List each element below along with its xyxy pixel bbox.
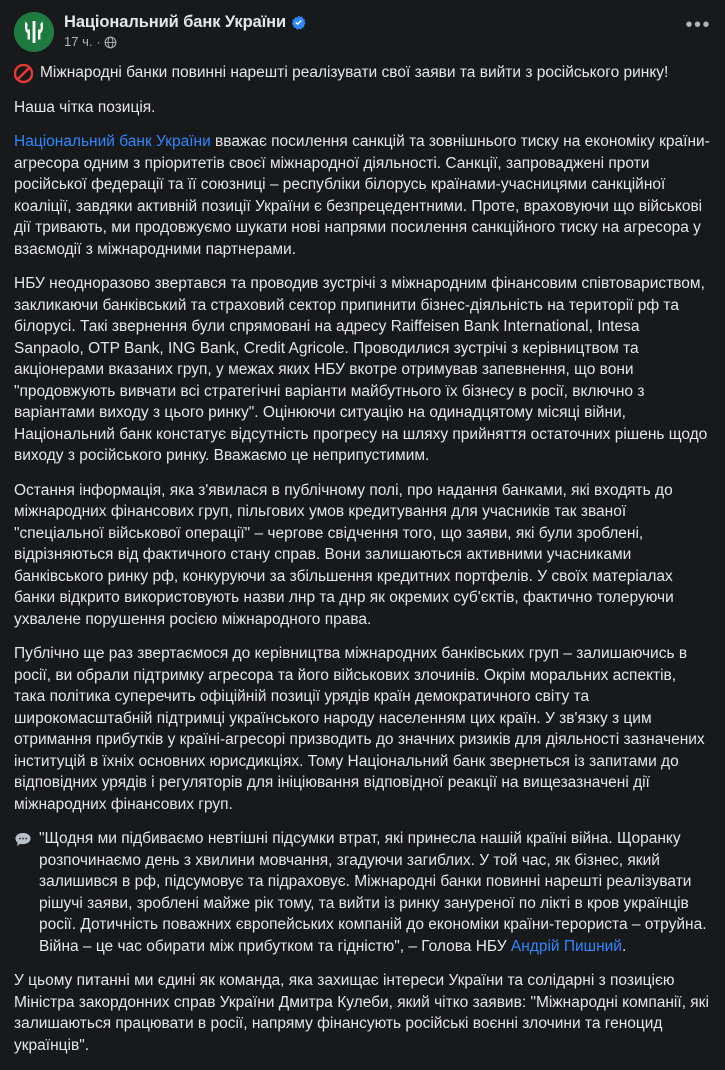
no-entry-icon xyxy=(14,64,33,83)
post-paragraph-5: Остання інформація, яка з'явилася в публічному полі, про надання банками, які входять до міжнародних фінансових груп, пільгових умов кредитування для учасників так званої "спеціальної військової операції" – чергове свідчення того, що заяви, які були зроблені, відрізняються від фактичного стану справ. Вони залишаються активними учасниками банківського ринку рф, конкуруючи за збільшення кредитних портфелів. У своїх матеріалах банки відкрито використовують назви лнр та днр як окремих суб'єктів, фактично толеруючи ухвалене порушення росією міжнародного права. xyxy=(14,481,674,628)
post-paragraph-7-text xyxy=(39,828,711,957)
post-paragraph-7 xyxy=(14,828,711,957)
post-header xyxy=(14,10,711,58)
author-name[interactable]: Національний банк України xyxy=(64,13,287,31)
verified-badge-icon xyxy=(291,15,306,30)
meta-separator: · xyxy=(96,35,101,49)
post-paragraph-1-text: Міжнародні банки повинні нарешті реалізувати свої заяви та вийти з російського ринку! xyxy=(40,64,669,81)
post-meta xyxy=(64,34,711,50)
post-paragraph-6: Публічно ще раз звертаємося до керівництва міжнародних банківських груп – залишаючись в росії, ви обрали підтримку агресора та його військових злочинів. Окрім моральних аспектів, така політика суперечить офіційній позиції урядів країн демократичного світу та широкомасштабній підтримці українського народу населенням цих країн. У зв'язку з цим отримання прибутків у країні-агресорі призводить до значних ризиків для діяльності зазначених інституцій в їхніх основних юрисдикціях. Тому Національний банк звернеться із запитами до відповідних урядів і регуляторів для ініціювання відповідної реакції на вищезазначені дії міжнародних фінансових груп. xyxy=(14,645,705,813)
globe-icon[interactable] xyxy=(104,36,117,49)
quote-end: . xyxy=(621,937,627,955)
author-row xyxy=(64,13,711,36)
post-paragraph-1 xyxy=(14,62,711,84)
trident-logo-icon xyxy=(14,12,54,52)
governor-link[interactable]: Андрій Пишний xyxy=(510,937,622,955)
nbu-link[interactable]: Національний банк України xyxy=(14,133,211,150)
post-paragraph-4: НБУ неодноразово звертався та проводив зустрічі з міжнародним фінансовим співтовариством, закликаючи банківський та страховий сектор припинити бізнес-діяльність на території рф та білорусі. Такі звернення були спрямовані на адресу Raiffeisen Bank International, Intesa Sanpaolo, OTP Bank, ING Bank, Credit Agricole. Проводилися зустрічі з керівництвом та акціонерами вказаних груп, у межах яких НБУ вкотре отримував запевнення, що вони "продовжують вивчати всі стратегічні варіанти майбутнього їх бізнесу в росії, включно з варіантами виходу з цього ринку". Оцінюючи ситуацію на одинадцятому місяці війни, Національний банк констатує відсутність прогресу на шляху прийняття остаточних рішень щодо виходу з російського ринку. Вважаємо це неприпустимим. xyxy=(14,275,708,464)
post-timestamp[interactable]: 17 ч. xyxy=(64,34,93,49)
post-paragraph-3-text: вважає посилення санкцій та зовнішнього тиску на економіку країни-агресора одним з пріоритетів своєї міжнародної діяльності. Санкції, запроваджені проти російської федерації та її союзниці – республіки білорусь країнами-учасницями санкційної коаліції, завдяки активній позиції України є безпрецедентними. Проте, враховуючи що військові дії тривають, ми продовжуємо шукати нові напрями посилення санкційного тиску на агресора у взаємодії з міжнародними партнерами. xyxy=(14,133,710,258)
post-paragraph-3 xyxy=(14,131,711,260)
quote-text: "Щодня ми підбиваємо невтішні підсумки втрат, які принесла нашій країні війна. Щоранку розпочинаємо день з хвилини мовчання, згадуючи загиблих. У той час, як бізнес, який залишився в рф, підсумовує та підраховує. Міжнародні банки повинні нарешті реалізувати рішучі заяви, зроблені майже рік тому, та вийти із ринку зануреної по лікті в кров українців росії. Дотичність поважних європейських компаній до економіки країни-терориста – отруйна. Війна – це час обирати між прибутком та гідністю", – Голова НБУ xyxy=(39,830,707,955)
post-paragraph-2: Наша чітка позиція. xyxy=(14,98,156,116)
post-paragraph-8: У цьому питанні ми єдині як команда, яка захищає інтереси України та солідарні з позицією Міністра закордонних справ України Дмитра Кулеби, який чітко заявив: "Міжнародні компанії, які залишаються працювати в росії, напряму фінансують російські воєнні злочини та геноцид українців". xyxy=(14,972,709,1054)
post-body xyxy=(14,58,711,1056)
speech-balloon-icon xyxy=(14,831,32,849)
post-header-text xyxy=(64,12,711,50)
post-options-menu-icon[interactable]: ••• xyxy=(685,14,711,36)
avatar[interactable] xyxy=(14,12,54,52)
